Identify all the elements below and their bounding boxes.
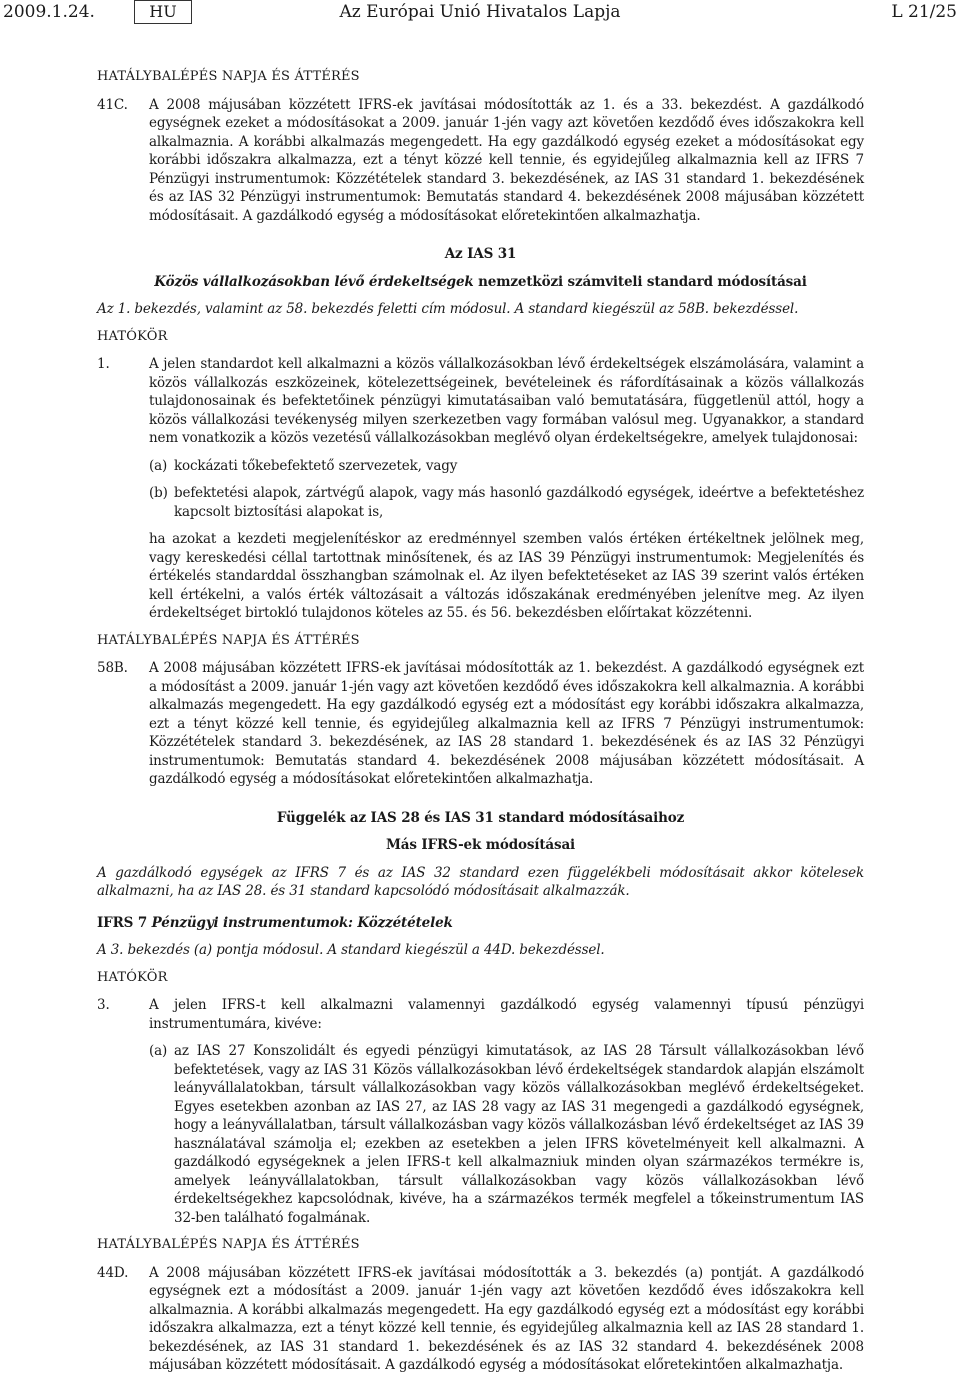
paragraph-text: A jelen IFRS-t kell alkalmazni valamennyi gazdálkodó egység valamennyi típusú pénzügyi instrumentumára, kivéve: [149,997,864,1032]
paragraph-number: 44D. [97,1264,129,1281]
ias31-subtitle-italic: Közös vállalkozásokban lévő érdekeltségek [154,273,474,290]
paragraph-1 [97,355,864,448]
section-heading-effective-date: HATÁLYBALÉPÉS NAPJA ÉS ÁTTÉRÉS [97,632,360,648]
list-item-label: (b) [149,485,168,501]
ias31-title: Az IAS 31 [444,246,517,262]
list-item-a [97,1042,864,1227]
list-item-a [97,457,864,476]
list-item-label: (a) [149,457,168,474]
paragraph-3 [97,996,864,1033]
paragraph-number: 41C. [97,96,128,113]
scope-heading: HATÓKÖR [97,969,168,985]
paragraph-58b [97,659,864,789]
appendix-title: Függelék az IAS 28 és IAS 31 standard módosításaihoz [276,809,685,826]
list-item-text: kockázati tőkebefektető szervezetek, vagy [174,457,458,474]
list-item-text: az IAS 27 Konszolidált és egyedi pénzügyi kimutatások, az IAS 28 Társult vállalkozásokban lévő befektetések, vagy az IAS 31 Közös vállalkozásokban lévő érdekeltségek standardok alapján elszámolt leányvállalatokban, társult vállalkozásokban vagy közös vállalkozásokban meglévő érdekeltségeket. Egyes esetekben azonban az IAS 27, az IAS 28 vagy az IAS 31 megengedi a gazdálkodó egységnek, hogy a leányvállalatban, társult vállalkozásban vagy közös vállalkozásban lévő érdekeltséget az IAS 39 használatával számolja el; ezekben az esetekben a jelen IFRS követelményeit kell alkalmazni. A gazdálkodó egységeknek a jelen IFRS-t kell alkalmazniuk minden olyan származékos termékre is, amelyek leányvállalatokban, társult vállalkozásokban vagy közös vállalkozásokban lévő érdekeltségekhez kapcsolódnak, kivéve, ha a származékos termék megfelel a tőkeinstrumentum IAS 32-ben található fogalmának. [174,1043,864,1226]
paragraph-1-continuation: ha azokat a kezdeti megjelenítéskor az eredménnyel szemben valós értéken értékeltnek jelölnek meg, vagy kereskedési céllal tartottnak minősítenek, és az IAS 39 Pénzügyi instrumentumok: Megjelenítés és értékelés standarddal összhangban számolnak el. Az ilyen befektetéseket az IAS 39 szerint valós értéken kell értékelni, a valós érték változásait a változás időszakának eredményében jelenítve meg. Az ilyen érdekeltséget birtokló tulajdonos köteles az 55. és 56. bekezdésben előírtakat közzétenni. [149,531,864,621]
paragraph-number: 58B. [97,660,128,676]
paragraph-text: A 2008 májusában közzétett IFRS-ek javításai módosították a 3. bekezdés (a) pontját. A gazdálkodó egységnek ezt a módosítást a 2009. január 1-jén vagy azt követően kezdődő éves időszakokra kell alkalmaznia. A korábbi alkalmazás megengedett. Ha egy gazdálkodó egység ezt a módosítást egy korábbi időszakra alkalmazza, ezt a tényt közzé kell tennie, és egyidejűleg alkalmaznia kell az IAS 28 standard 1. bekezdésének, az IAS 31 standard 1. bekezdésének és az IAS 32 standard 4. bekezdésének 2008 májusában közzétett módosításait. A gazdálkodó egység a módosításokat előretekintően alkalmazhatja. [149,1264,864,1373]
scope-heading: HATÓKÖR [97,328,168,344]
journal-title: Az Európai Unió Hivatalos Lapja [339,2,621,22]
ias31-subtitle [97,273,864,292]
ifrs7-heading-title: Pénzügyi instrumentumok: Közzétételek [151,914,453,931]
document-body [97,68,864,1375]
ias31-intro: Az 1. bekezdés, valamint az 58. bekezdés feletti cím módosul. A standard kiegészül az 58B. bekezdéssel. [97,301,799,317]
appendix-intro: A gazdálkodó egységek az IFRS 7 és az IAS 32 standard ezen függelékbeli módosításait akkor kötelesek alkalmazni, ha az IAS 28. és 31 standard kapcsolódó módosításait alkalmazzák. [97,864,864,899]
paragraph-41c [97,96,864,226]
language-badge: HU [134,0,192,24]
appendix-subtitle: Más IFRS-ek módosításai [385,837,576,853]
paragraph-text: A jelen standardot kell alkalmazni a közös vállalkozásokban lévő érdekeltségek elszámolására, valamint a közös vállalkozás eszközeinek, kötelezettségeinek, bevételeinek és ráfordításainak a közös vállalkozás tulajdonosainak és befektetőinek pénzügyi kimutatásaiban való bemutatására, függetlenül attól, hogy a közös vállalkozási tevékenység milyen szerkezetben vagy formában valósul meg. Ugyanakkor, a standard nem vonatkozik a közös vezetésű vállalkozásokban meglévő olyan érdekeltségekre, amelyek tulajdonosai: [149,356,864,446]
paragraph-text: A 2008 májusában közzétett IFRS-ek javításai módosították az 1. és a 33. bekezdést. A gazdálkodó egységnek ezeket a módosításokat a 2009. január 1-jén vagy azt követően kezdődő éves időszakokra kell alkalmaznia. A korábbi alkalmazás megengedett. Ha egy gazdálkodó egység ezeket a módosításokat egy korábbi időszakra alkalmazza, ezt a tényt közzé kell tennie, és egyidejűleg alkalmaznia kell az IFRS 7 Pénzügyi instrumentumok: Közzétételek standard 3. bekezdésének, az IAS 31 standard 1. bekezdésének és az IAS 32 Pénzügyi instrumentumok: Bemutatás standard 4. bekezdésének 2008 májusában közzétett módosításait. A gazdálkodó egység a módosításokat előretekintően alkalmazhatja. [149,96,864,224]
paragraph-number: 3. [97,997,110,1013]
ifrs7-intro: A 3. bekezdés (a) pontja módosul. A standard kiegészül a 44D. bekezdéssel. [97,942,605,958]
page-number: L 21/25 [891,2,957,22]
ifrs7-heading-code: IFRS 7 [97,914,152,931]
paragraph-number: 1. [97,356,110,372]
list-item-text: befektetési alapok, zártvégű alapok, vagy más hasonló gazdálkodó egységek, ideértve a befektetéshez kapcsolt biztosítási alapokat is, [174,485,864,520]
header-date: 2009.1.24. [3,2,95,22]
section-heading-effective-date: HATÁLYBALÉPÉS NAPJA ÉS ÁTTÉRÉS [97,1237,360,1252]
list-item-label: (a) [149,1043,168,1059]
ifrs7-heading [97,914,864,933]
paragraph-44d [97,1264,864,1375]
ias31-subtitle-rest: nemzetközi számviteli standard módosításai [473,273,807,290]
paragraph-text: A 2008 májusában közzétett IFRS-ek javításai módosították az 1. bekezdést. A gazdálkodó egységnek ezt a módosítást a 2009. január 1-jén vagy azt követően kezdődő éves időszakokra kell alkalmaznia. A korábbi alkalmazás megengedett. Ha egy gazdálkodó egység ezt a módosítást egy korábbi időszakra alkalmazza, ezt a tényt közzé kell tennie, és egyidejűleg alkalmaznia kell az IFRS 7 Pénzügyi instrumentumok: Közzétételek standard 3. bekezdésének, az IAS 28 standard 1. bekezdésének és az IAS 32 Pénzügyi instrumentumok: Bemutatás standard 4. bekezdésének 2008 májusában közzétett módosításait. A gazdálkodó egység a módosításokat előretekintően alkalmazhatja. [149,660,864,787]
section-heading-effective-date: HATÁLYBALÉPÉS NAPJA ÉS ÁTTÉRÉS [97,69,360,84]
list-item-b [97,484,864,521]
